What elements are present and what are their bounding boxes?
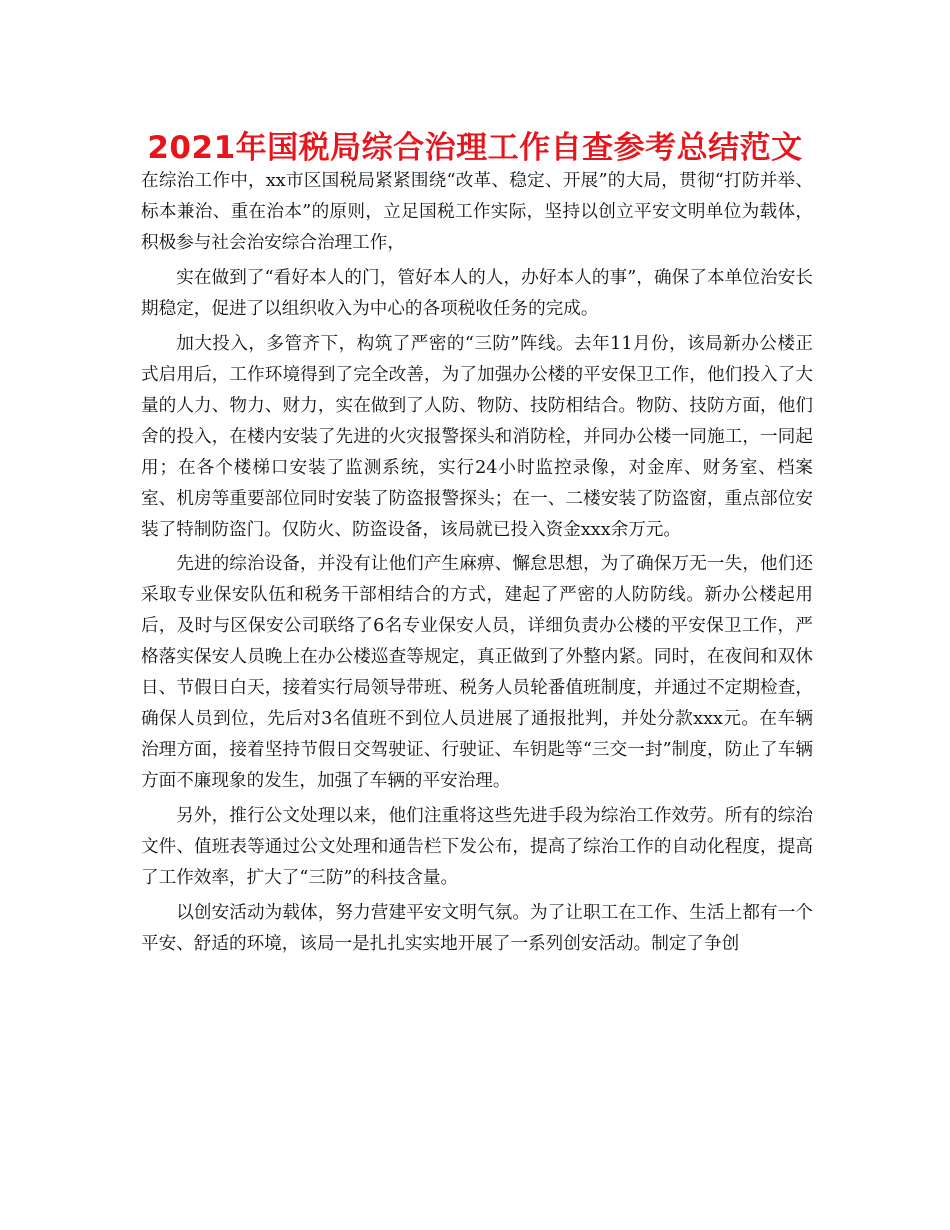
paragraph-3: 加大投入，多管齐下，构筑了严密的“三防”阵线。去年11月份，该局新办公楼正式启用后，工作环境得到了完全改善，为了加强办公楼的平安保卫工作，他们投入了大量的人力、物力、财力，实在做到了人防、物防、技防相结合。物防、技防方面，他们舍的投入，在楼内安装了先进的火灾报警探头和消防栓，并同办公楼一同施工，一同起用；在各个楼梯口安装了监测系统，实行24小时监控录像，对金库、财务室、档案室、机房等重要部位同时安装了防盗报警探头；在一、二楼安装了防盗窗，重点部位安装了特制防盗门。仅防火、防盗设备，该局就已投入资金xxx余万元。 [141,333,813,540]
paragraph-5: 另外，推行公文处理以来，他们注重将这些先进手段为综治工作效劳。所有的综治文件、值班表等通过公文处理和通告栏下发公布，提高了综治工作的自动化程度，提高了工作效率，扩大了“三防”的科技含量。 [141,806,813,889]
document-title: 2021年国税局综合治理工作自查参考总结范文 [147,130,803,166]
paragraph-2: 实在做到了“看好本人的门，管好本人的人，办好本人的事”，确保了本单位治安长期稳定，促进了以组织收入为中心的各项税收任务的完成。 [141,267,813,319]
paragraph-1: 在综治工作中，xx市区国税局紧紧围绕“改革、稳定、开展”的大局，贯彻“打防并举、标本兼治、重在治本”的原则，立足国税工作实际，坚持以创立平安文明单位为载体，积极参与社会治安综合治理工作， [141,171,813,253]
paragraph-6: 以创安活动为载体，努力营建平安文明气氛。为了让职工在工作、生活上都有一个平安、舒适的环境，该局一是扎扎实实地开展了一系列创安活动。制定了争创 [141,902,813,954]
paragraph-4: 先进的综治设备，并没有让他们产生麻痹、懈怠思想，为了确保万无一失，他们还采取专业保安队伍和税务干部相结合的方式，建起了严密的人防防线。新办公楼起用后，及时与区保安公司联络了6名专业保安人员，详细负责办公楼的平安保卫工作，严格落实保安人员晚上在办公楼巡查等规定，真正做到了外整内紧。同时，在夜间和双休日、节假日白天，接着实行局领导带班、税务人员轮番值班制度，并通过不定期检查，确保人员到位，先后对3名值班不到位人员进展了通报批判，并处分款xxx元。在车辆治理方面，接着坚持节假日交驾驶证、行驶证、车钥匙等“三交一封”制度，防止了车辆方面不廉现象的发生，加强了车辆的平安治理。 [141,554,813,792]
document-body [141,166,813,964]
